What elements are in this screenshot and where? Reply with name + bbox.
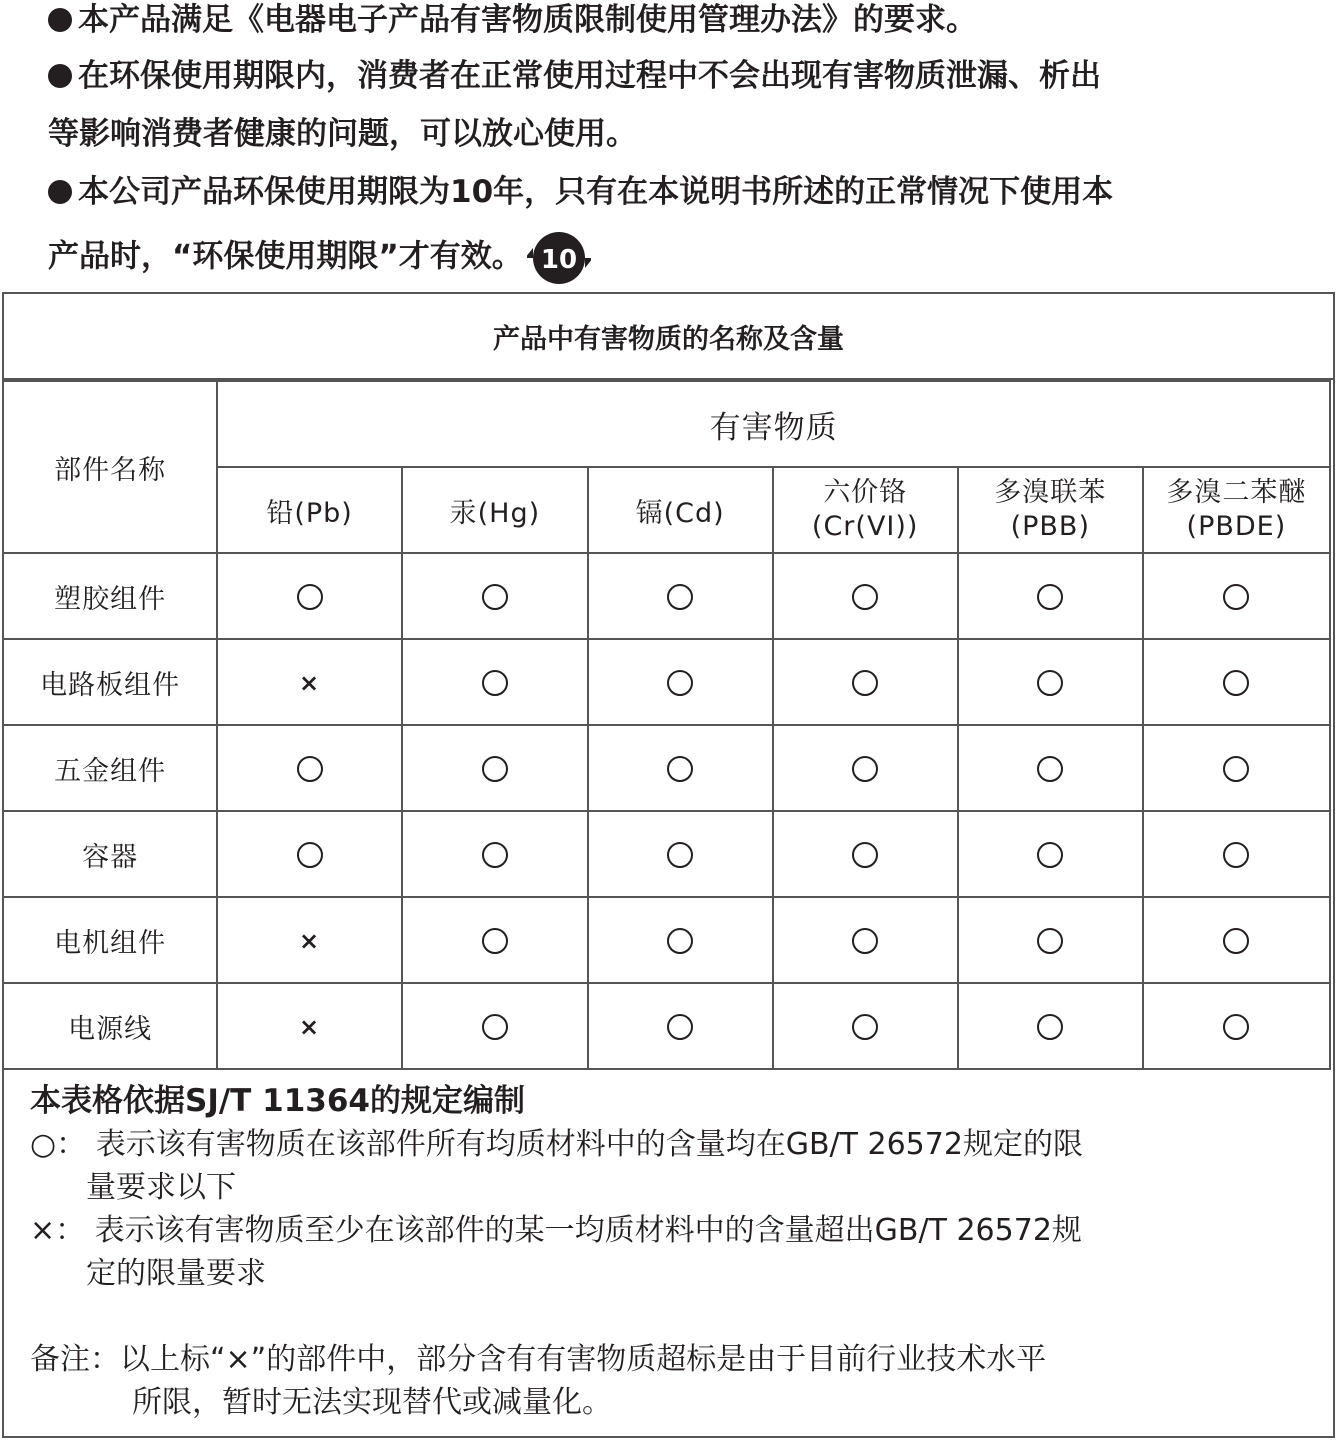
substance-status-cell (217, 553, 402, 639)
compliant-circle-icon (1223, 842, 1249, 868)
bullet-icon (48, 64, 72, 88)
substance-status-cell (958, 553, 1143, 639)
part-name-cell: 电路板组件 (3, 639, 217, 725)
table-row (3, 639, 1330, 725)
intro-line-3: 等影响消费者健康的问题，可以放心使用。 (48, 116, 637, 152)
substance-symbol: (PBDE) (1186, 511, 1287, 542)
substance-status-cell (1143, 725, 1330, 811)
part-name-cell: 电源线 (3, 983, 217, 1069)
substance-status-cell (217, 811, 402, 897)
header-row-1 (3, 381, 1330, 467)
substance-name: 六价铬 (823, 477, 908, 508)
substance-status-cell (588, 725, 773, 811)
compliant-circle-icon (667, 928, 693, 954)
compliant-circle-icon (1037, 928, 1063, 954)
part-name-cell: 五金组件 (3, 725, 217, 811)
intro-text-4: 本公司产品环保使用期限为10年，只有在本说明书所述的正常情况下使用本 (78, 174, 1114, 210)
compliant-circle-icon (667, 842, 693, 868)
substance-name: 多溴二苯醚 (1166, 477, 1307, 508)
notes-standard: 本表格依据SJ/T 11364的规定编制 (30, 1083, 525, 1119)
compliant-circle-icon (852, 928, 878, 954)
exceeds-cross-mark: × (299, 668, 321, 697)
compliant-circle-icon (482, 584, 508, 610)
compliant-circle-icon (482, 928, 508, 954)
substance-status-cell (588, 811, 773, 897)
hazardous-substance-table (2, 380, 1331, 1070)
part-name-cell: 容器 (3, 811, 217, 897)
substance-status-cell (1143, 811, 1330, 897)
exceeds-cross-mark: × (299, 926, 321, 955)
compliant-circle-icon (1223, 756, 1249, 782)
part-name-cell: 塑胶组件 (3, 553, 217, 639)
compliant-circle-icon (852, 584, 878, 610)
substance-status-cell (1143, 639, 1330, 725)
intro-text-2: 在环保使用期限内，消费者在正常使用过程中不会出现有害物质泄漏、析出 (78, 58, 1101, 94)
substance-status-cell (958, 897, 1143, 983)
substance-name: 汞(Hg) (449, 497, 541, 529)
compliant-circle-icon (1037, 670, 1063, 696)
notes-remark-line-1: 备注：以上标“×”的部件中，部分含有有害物质超标是由于目前行业技术水平 (30, 1342, 1047, 1377)
substance-group-header: 有害物质 (217, 381, 1330, 467)
intro-line-1 (48, 0, 977, 40)
substance-name: 镉(Cd) (635, 497, 725, 529)
epup-number: 10 (540, 245, 577, 275)
substance-status-cell (958, 725, 1143, 811)
substance-name: 多溴联苯 (994, 477, 1107, 508)
bullet-icon (48, 8, 72, 32)
table-row (3, 553, 1330, 639)
notes-remark-line-2: 所限，暂时无法实现替代或减量化。 (132, 1385, 612, 1420)
compliant-circle-icon (667, 670, 693, 696)
substance-status-cell (402, 639, 588, 725)
compliant-circle-icon (1037, 756, 1063, 782)
substance-status-cell (958, 983, 1143, 1069)
compliant-circle-icon (1223, 1014, 1249, 1040)
notes-circle-line-2: 量要求以下 (86, 1170, 236, 1205)
intro-text-1: 本产品满足《电器电子产品有害物质限制使用管理办法》的要求。 (78, 2, 977, 38)
compliant-circle-icon (482, 842, 508, 868)
compliant-circle-icon (852, 842, 878, 868)
substance-column-header (588, 467, 773, 553)
substance-status-cell (773, 639, 958, 725)
notes-section (30, 1080, 1320, 1424)
part-name-header: 部件名称 (3, 381, 217, 553)
substance-status-cell (773, 983, 958, 1069)
bullet-icon (48, 180, 72, 204)
hazardous-substance-table-frame (2, 292, 1335, 1438)
compliant-circle-icon (852, 670, 878, 696)
substance-status-cell (958, 811, 1143, 897)
substance-status-cell (1143, 553, 1330, 639)
substance-column-header (958, 467, 1143, 553)
notes-circle-line-1: ○： 表示该有害物质在该部件所有均质材料中的含量均在GB/T 26572规定的限 (30, 1127, 1083, 1162)
compliant-circle-icon (1223, 584, 1249, 610)
substance-status-cell (958, 639, 1143, 725)
compliant-circle-icon (1037, 1014, 1063, 1040)
notes-cross-line-2: 定的限量要求 (86, 1256, 266, 1291)
substance-status-cell (217, 983, 402, 1069)
substance-status-cell (588, 553, 773, 639)
compliant-circle-icon (482, 670, 508, 696)
table-row (3, 983, 1330, 1069)
substance-symbol: (PBB) (1010, 511, 1090, 542)
compliant-circle-icon (1037, 584, 1063, 610)
compliant-circle-icon (1037, 842, 1063, 868)
substance-status-cell (402, 983, 588, 1069)
substance-status-cell (1143, 983, 1330, 1069)
table-row (3, 811, 1330, 897)
substance-column-header (1143, 467, 1330, 553)
intro-text-5: 产品时，“环保使用期限”才有效。 (48, 238, 523, 275)
intro-line-5 (48, 228, 591, 288)
compliant-circle-icon (1223, 928, 1249, 954)
substance-status-cell (402, 553, 588, 639)
substance-status-cell (402, 811, 588, 897)
substance-column-header (773, 467, 958, 553)
compliant-circle-icon (297, 584, 323, 610)
part-name-cell: 电机组件 (3, 897, 217, 983)
substance-status-cell (217, 639, 402, 725)
compliant-circle-icon (482, 756, 508, 782)
substance-status-cell (402, 897, 588, 983)
compliant-circle-icon (667, 584, 693, 610)
compliant-circle-icon (667, 1014, 693, 1040)
substance-status-cell (402, 725, 588, 811)
intro-line-2 (48, 56, 1101, 96)
substance-column-header (402, 467, 588, 553)
substance-status-cell (217, 725, 402, 811)
substance-status-cell (588, 897, 773, 983)
intro-line-4 (48, 172, 1113, 212)
substance-symbol: (Cr(VI)) (811, 511, 919, 542)
compliant-circle-icon (297, 842, 323, 868)
table-row (3, 897, 1330, 983)
table-title: 产品中有害物质的名称及含量 (4, 294, 1333, 380)
exceeds-cross-mark: × (299, 1012, 321, 1041)
substance-status-cell (773, 725, 958, 811)
substance-column-header (217, 467, 402, 553)
compliant-circle-icon (297, 756, 323, 782)
substance-status-cell (773, 897, 958, 983)
substance-name: 铅(Pb) (266, 497, 353, 529)
compliant-circle-icon (1223, 670, 1249, 696)
substance-status-cell (588, 639, 773, 725)
compliant-circle-icon (482, 1014, 508, 1040)
environmental-protection-period-icon (527, 228, 591, 288)
compliant-circle-icon (852, 1014, 878, 1040)
substance-status-cell (773, 553, 958, 639)
table-row (3, 725, 1330, 811)
compliant-circle-icon (852, 756, 878, 782)
substance-status-cell (1143, 897, 1330, 983)
notes-cross-line-1: ×： 表示该有害物质至少在该部件的某一均质材料中的含量超出GB/T 26572规 (30, 1213, 1082, 1248)
substance-status-cell (217, 897, 402, 983)
compliant-circle-icon (667, 756, 693, 782)
substance-status-cell (773, 811, 958, 897)
substance-status-cell (588, 983, 773, 1069)
